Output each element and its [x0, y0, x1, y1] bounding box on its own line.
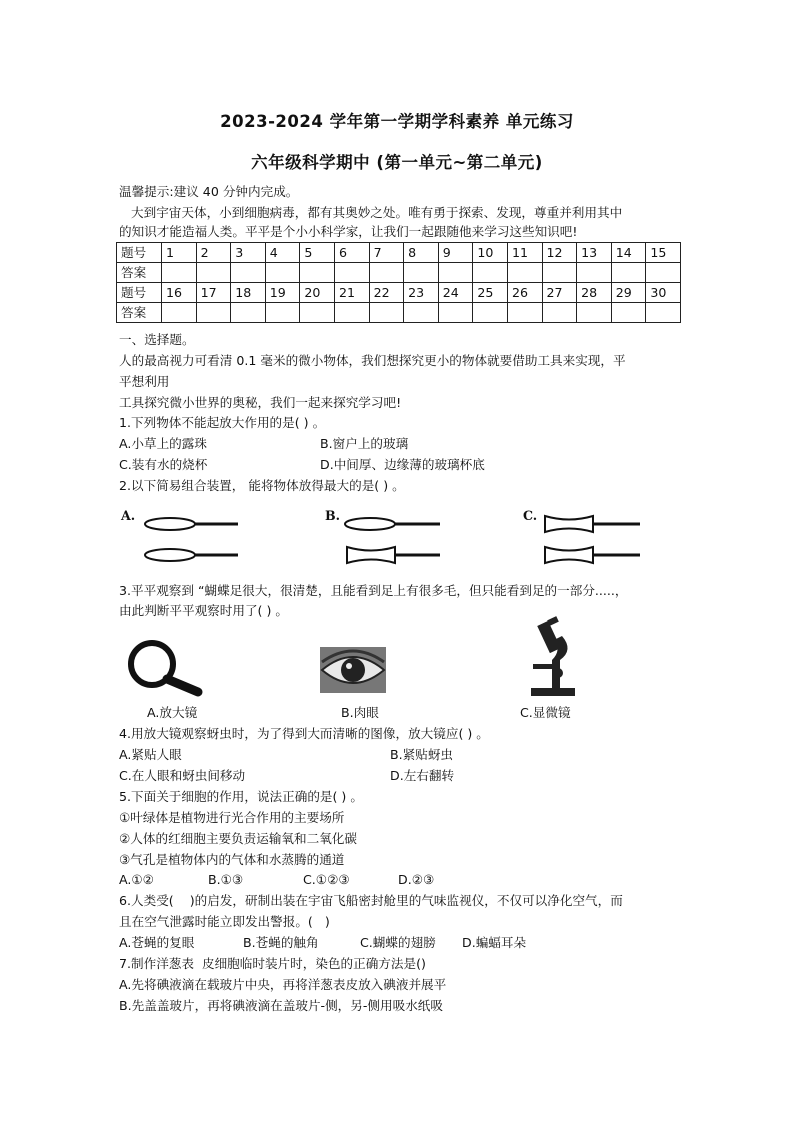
- question-7-option-b[interactable]: B.先盖盖玻片，再将碘液滴在盖玻片-侧，另-侧用吸水纸吸: [119, 998, 443, 1013]
- question-3-stem-line2: 由此判断平平观察时用了( ) 。: [119, 603, 288, 618]
- question-1-option-a[interactable]: A.小草上的露珠: [119, 436, 207, 451]
- table-cell: 27: [542, 283, 577, 303]
- question-3-option-b[interactable]: B.肉眼: [341, 705, 379, 720]
- question-2-option-b[interactable]: B.: [325, 508, 341, 523]
- question-6-option-b[interactable]: B.苍蝇的触角: [243, 935, 319, 950]
- section-heading: 一、选择题。: [119, 332, 195, 347]
- table-cell: 25: [473, 283, 508, 303]
- tip-text: 温馨提示:建议 40 分钟内完成。: [119, 184, 299, 199]
- section-intro-line1: 人的最高视力可看清 0.1 毫米的微小物体，我们想探究更小的物体就要借助工具来实现，平: [119, 353, 626, 368]
- table-cell: 29: [611, 283, 646, 303]
- table-cell: 23: [404, 283, 439, 303]
- question-6-option-a[interactable]: A.苍蝇的复眼: [119, 935, 195, 950]
- table-cell: 17: [196, 283, 231, 303]
- question-5-option-a[interactable]: A.①②: [119, 872, 154, 887]
- exam-title: 2023-2024 学年第一学期学科素养 单元练习: [220, 112, 574, 131]
- question-4-stem: 4.用放大镜观察蚜虫时，为了得到大而清晰的图像，放大镜应( ) 。: [119, 726, 489, 741]
- table-cell: 21: [334, 283, 369, 303]
- question-2-stem: 2.以下简易组合装置， 能将物体放得最大的是( ) 。: [119, 478, 405, 493]
- microscope-icon: [531, 616, 575, 696]
- table-cell: 30: [646, 283, 681, 303]
- question-2-option-c[interactable]: C.: [523, 508, 538, 523]
- table-header-cell: 答案: [117, 303, 162, 323]
- question-1-option-d[interactable]: D.中间厚、边缘薄的玻璃杯底: [320, 457, 485, 472]
- question-6-stem-line1: 6.人类受( )的启发，研制出装在宇宙飞船密封舱里的气味监视仪，不仅可以净化空气，而: [119, 893, 623, 908]
- table-cell: 18: [231, 283, 266, 303]
- table-cell: 7: [369, 243, 404, 263]
- question-1-stem: 1.下列物体不能起放大作用的是( ) 。: [119, 415, 326, 430]
- table-cell: 22: [369, 283, 404, 303]
- question-2-option-a[interactable]: A.: [121, 508, 136, 523]
- table-header-cell: 题号: [117, 283, 162, 303]
- section-intro-line2: 平想利用: [119, 374, 170, 389]
- table-cell: 9: [438, 243, 473, 263]
- intro-paragraph-line2: 的知识才能造福人类。平平是个小小科学家，让我们一起跟随他来学习这些知识吧!: [119, 224, 578, 239]
- eye-icon: [320, 647, 386, 693]
- table-cell: 13: [577, 243, 612, 263]
- table-cell: 19: [265, 283, 300, 303]
- table-header-cell: 答案: [117, 263, 162, 283]
- question-5-statement-2: ②人体的红细胞主要负责运输氧和二氧化碳: [119, 831, 357, 846]
- question-5-statement-1: ①叶绿体是植物进行光合作用的主要场所: [119, 810, 345, 825]
- question-5-stem: 5.下面关于细胞的作用，说法正确的是( ) 。: [119, 789, 363, 804]
- question-7-stem: 7.制作洋葱表 皮细胞临时装片时，染色的正确方法是(): [119, 956, 426, 971]
- section-intro-line3: 工具探究微小世界的奥秘，我们一起来探究学习吧!: [119, 395, 402, 410]
- question-6-stem-line2: 且在空气泄露时能立即发出警报。( ): [119, 914, 330, 929]
- question-1-option-c[interactable]: C.装有水的烧杯: [119, 457, 208, 472]
- question-6-option-d[interactable]: D.蝙蝠耳朵: [462, 935, 527, 950]
- table-cell: 16: [162, 283, 197, 303]
- question-1-option-b[interactable]: B.窗户上的玻璃: [320, 436, 409, 451]
- table-cell: 28: [577, 283, 612, 303]
- table-cell: 1: [162, 243, 197, 263]
- question-7-option-a[interactable]: A.先将碘液滴在载玻片中央，再将洋葱表皮放入碘液并展平: [119, 977, 447, 992]
- question-3-stem-line1: 3.平平观察到 “蝴蝶足很大，很清楚，且能看到足上有很多毛，但只能看到足的一部分.....，: [119, 583, 628, 598]
- table-cell: 20: [300, 283, 335, 303]
- question-6-option-c[interactable]: C.蝴蝶的翅膀: [360, 935, 436, 950]
- question-3-option-c[interactable]: C.显微镜: [520, 705, 571, 720]
- table-cell: 2: [196, 243, 231, 263]
- exam-subtitle: 六年级科学期中 (第一单元~第二单元): [251, 153, 543, 172]
- question-4-option-b[interactable]: B.紧贴蚜虫: [390, 747, 454, 762]
- table-cell: 10: [473, 243, 508, 263]
- table-cell: 26: [507, 283, 542, 303]
- table-cell: 12: [542, 243, 577, 263]
- intro-paragraph-line1: 大到宇宙天体，小到细胞病毒，都有其奥妙之处。唯有勇于探索、发现，尊重并利用其中: [119, 205, 623, 220]
- question-4-option-d[interactable]: D.左右翻转: [390, 768, 455, 783]
- table-cell: 11: [507, 243, 542, 263]
- table-header-cell: 题号: [117, 243, 162, 263]
- question-4-option-a[interactable]: A.紧贴人眼: [119, 747, 182, 762]
- question-5-option-b[interactable]: B.①③: [208, 872, 244, 887]
- question-4-option-c[interactable]: C.在人眼和蚜虫间移动: [119, 768, 246, 783]
- table-cell: 15: [646, 243, 681, 263]
- table-cell: 24: [438, 283, 473, 303]
- table-cell: 6: [334, 243, 369, 263]
- magnifying-glass-icon: [131, 643, 198, 692]
- question-5-option-c[interactable]: C.①②③: [303, 872, 350, 887]
- table-cell: 8: [404, 243, 439, 263]
- table-cell: 14: [611, 243, 646, 263]
- question-5-option-d[interactable]: D.②③: [398, 872, 435, 887]
- table-cell: 4: [265, 243, 300, 263]
- table-cell: 3: [231, 243, 266, 263]
- question-3-option-a[interactable]: A.放大镜: [147, 705, 198, 720]
- question-5-statement-3: ③气孔是植物体内的气体和水蒸腾的通道: [119, 852, 345, 867]
- table-cell: 5: [300, 243, 335, 263]
